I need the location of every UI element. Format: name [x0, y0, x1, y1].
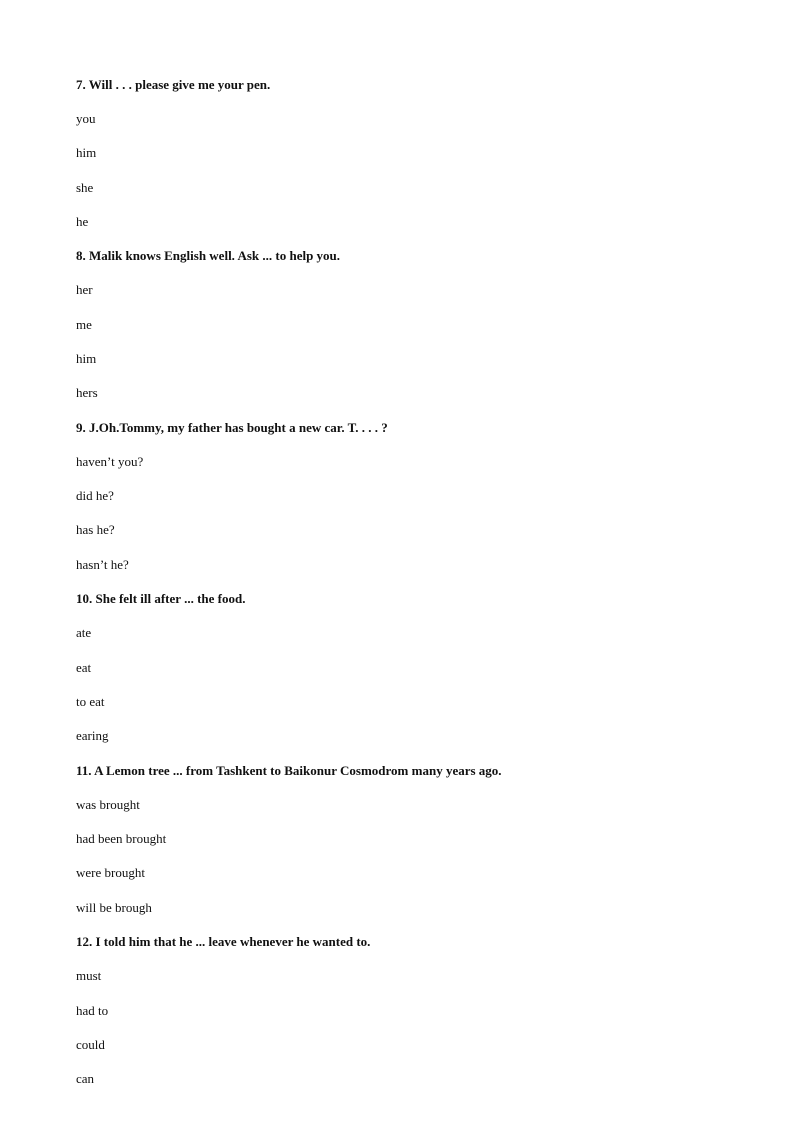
answer-option: must — [76, 968, 102, 983]
question-9: 9. J.Oh.Tommy, my father has bought a new car. T. . . . ? — [76, 420, 388, 435]
question-12: 12. I told him that he ... leave whenever he wanted to. — [76, 934, 371, 949]
answer-option: can — [76, 1071, 95, 1086]
answer-option: will be brough — [76, 900, 152, 915]
answer-option: had to — [76, 1003, 109, 1018]
answer-option: you — [76, 111, 96, 126]
answer-option: could — [76, 1037, 105, 1052]
question-10: 10. She felt ill after ... the food. — [76, 591, 246, 606]
answer-option: were brought — [76, 865, 145, 880]
question-8: 8. Malik knows English well. Ask ... to help you. — [76, 248, 341, 263]
answer-option: her — [76, 282, 93, 297]
answer-option: him — [76, 351, 97, 366]
answer-option: earing — [76, 728, 109, 743]
answer-option: he — [76, 214, 89, 229]
question-7: 7. Will . . . please give me your pen. — [76, 77, 271, 92]
answer-option: she — [76, 180, 94, 195]
answer-option: was brought — [76, 797, 140, 812]
answer-option: me — [76, 317, 92, 332]
answer-option: did he? — [76, 488, 114, 503]
answer-option: hasn’t he? — [76, 557, 129, 572]
answer-option: to eat — [76, 694, 105, 709]
answer-option: ate — [76, 625, 92, 640]
answer-option: had been brought — [76, 831, 167, 846]
answer-option: has he? — [76, 522, 115, 537]
answer-option: haven’t you? — [76, 454, 144, 469]
answer-option: him — [76, 145, 97, 160]
question-11: 11. A Lemon tree ... from Tashkent to Baikonur Cosmodrom many years ago. — [76, 763, 502, 778]
answer-option: eat — [76, 660, 92, 675]
answer-option: hers — [76, 385, 98, 400]
